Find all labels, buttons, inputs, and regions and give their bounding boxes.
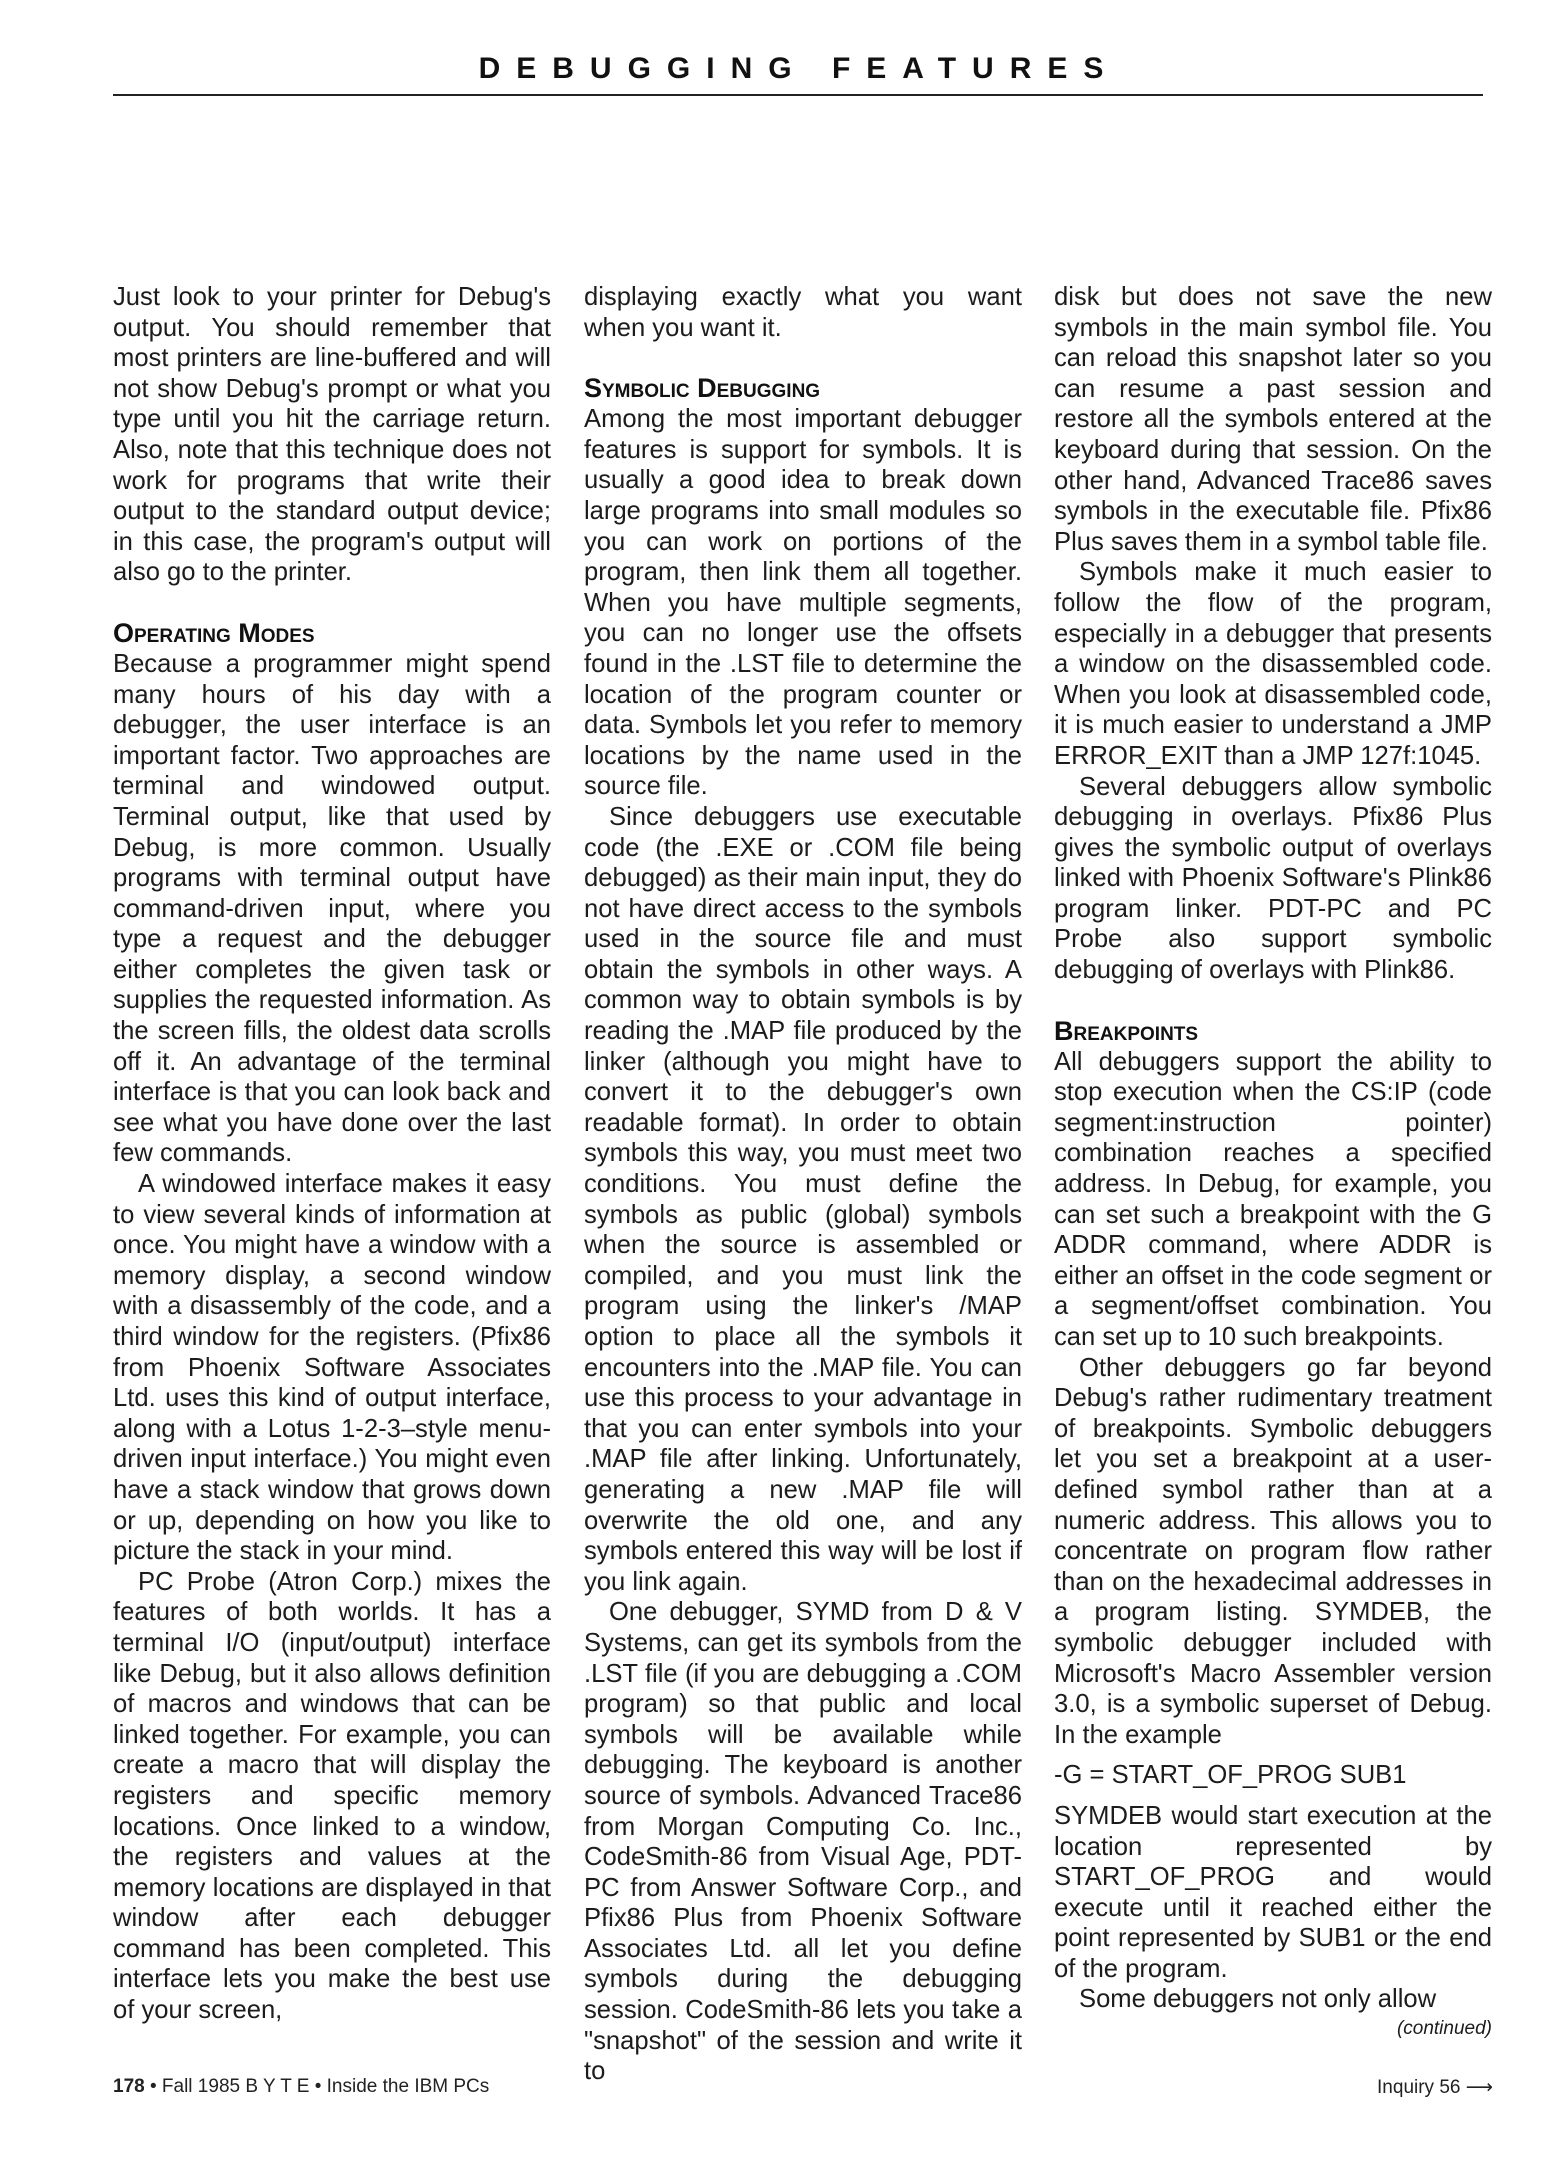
paragraph: One debugger, SYMD from D & V Systems, can get its symbols from the .LST file (if you are debugging a .COM program) so that public and local symbols will be available while debugging. The keyboard is another source of symbols. Advanced Trace86 from Morgan Computing Co. Inc., CodeSmith-86 from Visual Age, PDT-PC from Answer Software Corp., and Pfix86 Plus from Phoenix Software Associates Ltd. all let you define symbols during the debugging session. CodeSmith-86 lets you take a "snapshot" of the session and write it to — [584, 1598, 1022, 2086]
code-example: -G = START_OF_PROG SUB1 — [1054, 1761, 1407, 1790]
paragraph: PC Probe (Atron Corp.) mixes the features of both worlds. It has a terminal I/O (input/output) interface like Debug, but it also allows definition of macros and windows that can be linked together. For example, you can create a macro that will display the registers and specific memory locations. Once linked to a window, the registers and values at the memory locations are displayed in that window after each debugger command has been completed. This interface lets you make the best use of your screen, — [113, 1567, 551, 2025]
continued-label: (continued) — [1396, 2018, 1492, 2040]
paragraph: displaying exactly what you want when you want it. — [584, 283, 1022, 342]
issue-info: • Fall 1985 B Y T E • Inside the IBM PCs — [149, 2076, 490, 2097]
heading-symbolic-debugging: Symbolic Debugging — [584, 373, 821, 404]
page-number: 178 — [113, 2076, 145, 2097]
column-3 — [1054, 282, 1492, 2041]
paragraph: Symbols make it much easier to follow the flow of the program, especially in a debugger that presents a window on the disassembled code. When you look at disassembled code, it is much easier to understand a JMP ERROR_EXIT than a JMP 127f:1045. — [1054, 558, 1492, 770]
paragraph: Other debuggers go far beyond Debug's rather rudimentary treatment of breakpoints. Symbolic debuggers let you set a breakpoint at a user-defined symbol rather than at a numeric address. This allows you to concentrate on program flow rather than on the hexadecimal addresses in a program listing. SYMDEB, the symbolic debugger included with Microsoft's Macro Assembler version 3.0, is a symbolic superset of Debug. In the example — [1054, 1353, 1492, 1749]
paragraph: disk but does not save the new symbols in the main symbol file. You can reload this snapshot later so you can resume a past session and restore all the symbols entered at the keyboard during that session. On the other hand, Advanced Trace86 saves symbols in the executable file. Pfix86 Plus saves them in a symbol table file. — [1054, 283, 1492, 556]
paragraph: Several debuggers allow symbolic debugging in overlays. Pfix86 Plus gives the symbolic output of overlays linked with Phoenix Software's Plink86 program linker. PDT-PC and PC Probe also support symbolic debugging of overlays with Plink86. — [1054, 772, 1492, 985]
footer-left — [113, 2076, 489, 2098]
paragraph: Because a programmer might spend many hours of his day with a debugger, the user interface is an important factor. Two approaches are terminal and windowed output. Terminal output, like that used by Debug, is more common. Usually programs with terminal output have command-driven input, where you type a request and the debugger either completes the given task or supplies the requested information. As the screen fills, the oldest data scrolls off it. An advantage of the terminal interface is that you can look back and see what you have done over the last few commands. — [113, 649, 551, 1168]
paragraph: Just look to your printer for Debug's output. You should remember that most printers are line-buffered and will not show Debug's prompt or what you type until you hit the carriage return. Also, note that this technique does not work for programs that write their output to the standard output device; in this case, the program's output will also go to the printer. — [113, 283, 551, 587]
heading-breakpoints: Breakpoints — [1054, 1015, 1199, 1046]
section-header: DEBUGGING FEATURES — [478, 52, 1120, 85]
column-1 — [113, 282, 551, 2026]
header-rule — [113, 94, 1483, 96]
paragraph: All debuggers support the ability to stop execution when the CS:IP (code segment:instruction pointer) combination reaches a specified address. In Debug, for example, you can set such a breakpoint with the G ADDR command, where ADDR is either an offset in the code segment or a segment/offset combination. You can set up to 10 such breakpoints. — [1054, 1047, 1492, 1351]
heading-operating-modes: Operating Modes — [113, 617, 315, 648]
inquiry-label: Inquiry 56 ⟶ — [1377, 2077, 1493, 2098]
paragraph: Among the most important debugger features is support for symbols. It is usually a good idea to break down large programs into small modules so you can work on portions of the program, then link them all together. When you have multiple segments, you can no longer use the offsets found in the .LST file to determine the location of the program counter or data. Symbols let you refer to memory locations by the name used in the source file. — [584, 405, 1022, 801]
paragraph: Since debuggers use executable code (the .EXE or .COM file being debugged) as their main input, they do not have direct access to the symbols used in the source file and must obtain the symbols in other ways. A common way to obtain symbols is by reading the .MAP file produced by the linker (although you might have to convert it to the debugger's own readable format). In order to obtain symbols this way, you must meet two conditions. You must define the symbols as public (global) symbols when the source is assembled or compiled, and you must link the program using the linker's /MAP option to place all the symbols it encounters into the .MAP file. You can use this process to your advantage in that you can enter symbols into your .MAP file after linking. Unfortunately, generating a new .MAP file will overwrite the old one, and any symbols entered this way will be lost if you link again. — [584, 802, 1022, 1596]
paragraph: Some debuggers not only allow — [1079, 1985, 1437, 2014]
paragraph: A windowed interface makes it easy to view several kinds of information at once. You might have a window with a memory display, a second window with a disassembly of the code, and a third window for the registers. (Pfix86 from Phoenix Software Associates Ltd. uses this kind of output interface, along with a Lotus 1-2-3–style menu-driven input interface.) You might even have a stack window that grows down or up, depending on how you like to picture the stack in your mind. — [113, 1170, 551, 1566]
paragraph: SYMDEB would start execution at the location represented by START_OF_PROG and would execute until it reached either the point represented by SUB1 or the end of the program. — [1054, 1801, 1492, 1983]
column-2 — [584, 282, 1022, 2087]
